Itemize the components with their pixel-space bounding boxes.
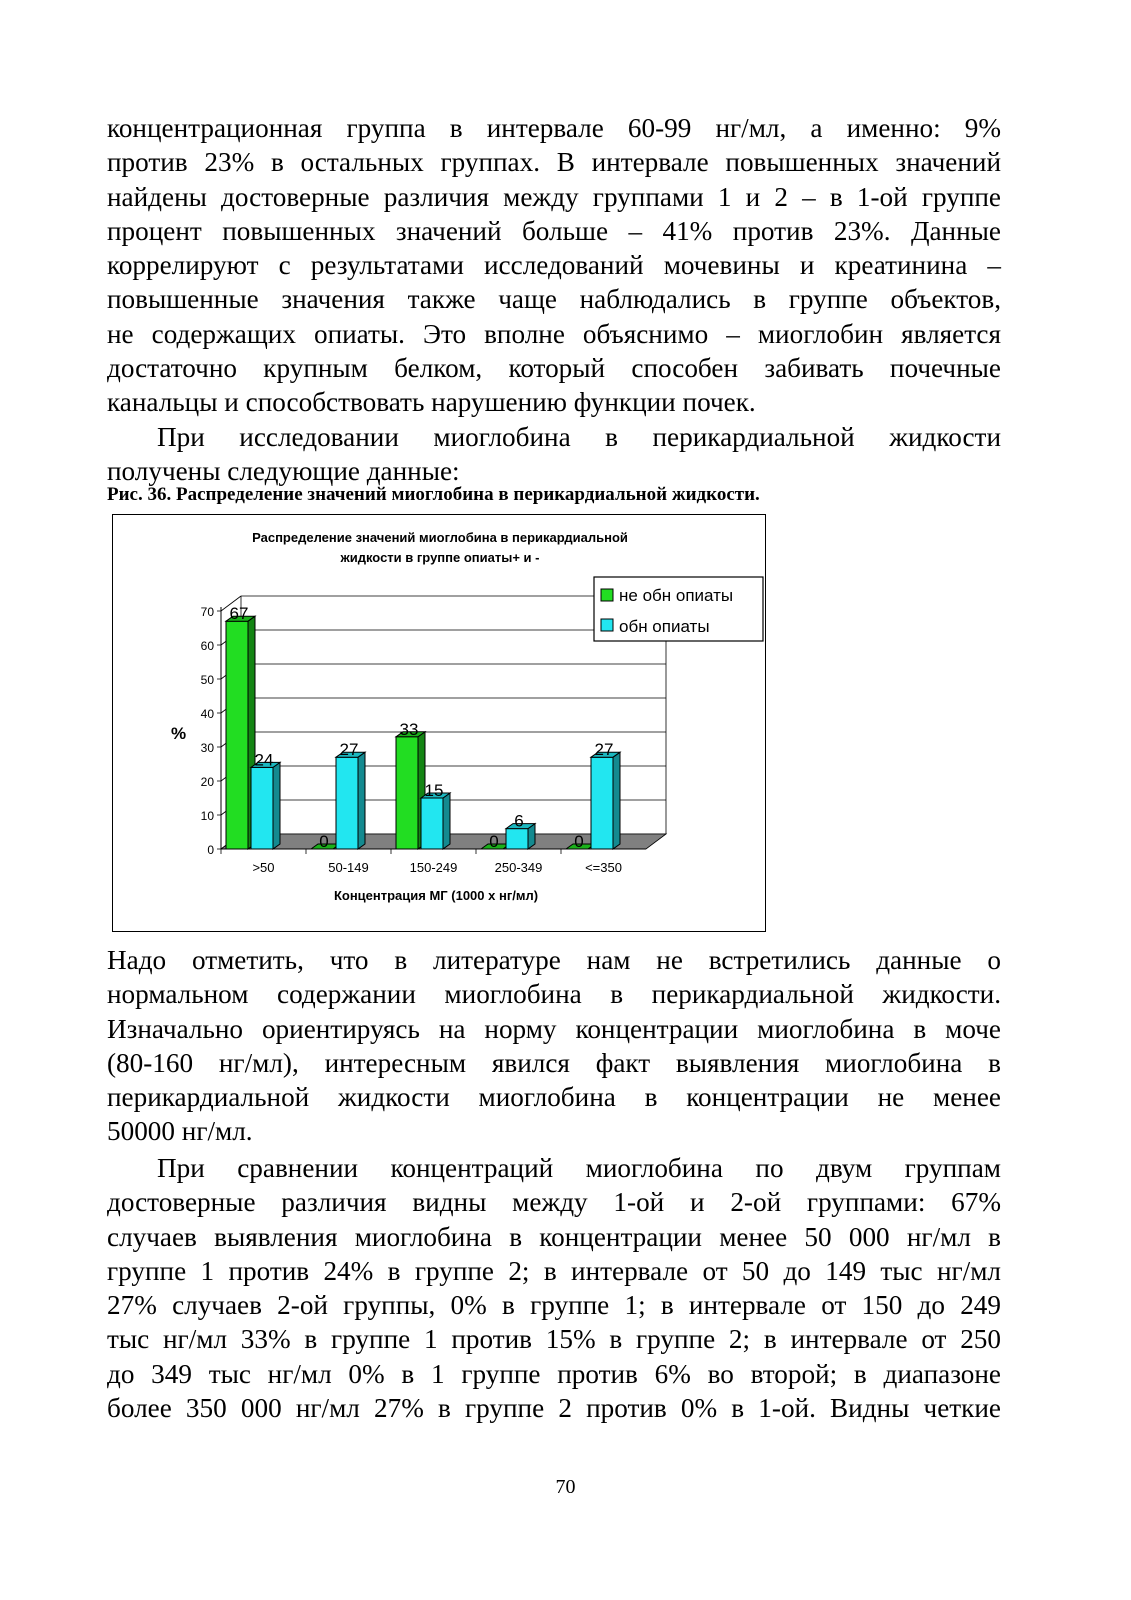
x-tick-label: <=350 <box>585 860 622 875</box>
figure-caption: Рис. 36. Распределение значений миоглобина в перикардиальной жидкости. <box>107 484 760 505</box>
text-line: достоверные различия видны между 1-ой и 2-ой группами: 67% <box>107 1187 1001 1218</box>
text-line: концентрационная группа в интервале 60-99 нг/мл, а именно: 9% <box>107 113 1001 143</box>
legend <box>594 577 763 641</box>
text-line: При сравнении концентраций миоглобина по двум группам <box>157 1153 1001 1183</box>
bar-front <box>396 737 418 849</box>
text-line: тыс нг/мл 33% в группе 1 против 15% в группе 2; в интервале от 250 <box>107 1324 1001 1355</box>
text-line: достаточно крупным белком, который способен забивать почечные <box>107 353 1001 384</box>
chart-title-line-1: Распределение значений миоглобина в перикардиальной <box>252 530 628 545</box>
bar-front <box>506 829 528 849</box>
bar-side <box>358 752 365 849</box>
bar-front <box>251 767 273 849</box>
bar-chart <box>113 515 765 931</box>
data-label: 27 <box>339 740 359 760</box>
text-line: (80-160 нг/мл), интересным явился факт выявления миоглобина в <box>107 1047 1001 1078</box>
chart-frame <box>112 514 766 932</box>
y-tick-label: 20 <box>200 775 214 789</box>
text-line: до 349 тыс нг/мл 0% в 1 группе против 6% во второй; в диапазоне <box>107 1358 1001 1389</box>
paragraph-1 <box>107 111 1001 420</box>
bar-front <box>421 798 443 849</box>
data-label: 0 <box>489 832 499 851</box>
text-line: не содержащих опиаты. Это вполне объяснимо – миоглобин является <box>107 318 1001 349</box>
bar-side <box>273 762 280 849</box>
y-tick-label: 40 <box>200 707 214 721</box>
bar-side <box>613 752 620 849</box>
x-tick-label: >50 <box>252 860 275 875</box>
bar-front <box>226 621 248 849</box>
data-label: 0 <box>574 832 584 851</box>
y-tick-label: 60 <box>200 639 214 653</box>
text-line: получены следующие данные: <box>107 456 460 487</box>
paragraph-4 <box>107 1151 1001 1425</box>
bar-front <box>591 757 613 849</box>
x-tick-label: 150-249 <box>409 860 458 875</box>
text-line: Надо отметить, что в литературе нам не встретились данные о <box>107 945 1001 975</box>
data-label: 15 <box>424 781 444 800</box>
y-tick-label: 50 <box>200 673 214 687</box>
page-number: 70 <box>555 1476 576 1498</box>
data-label: 0 <box>319 832 329 851</box>
text-line: 27% случаев 2-ой группы, 0% в группе 1; в интервале от 150 до 249 <box>107 1290 1001 1321</box>
text-line: канальцы и способствовать нарушению функции почек. <box>107 387 756 418</box>
y-tick-label: 10 <box>200 809 214 823</box>
chart-title-line-2: жидкости в группе опиаты+ и - <box>340 550 540 565</box>
legend-label-series-1: не обн опиаты <box>619 586 734 605</box>
text-line: группе 1 против 24% в группе 2; в интервале от 50 до 149 тыс нг/мл <box>107 1255 1001 1286</box>
x-tick-label: 250-349 <box>494 860 543 875</box>
text-line: коррелируют с результатами исследований мочевины и креатинина – <box>107 250 1001 281</box>
x-axis-label: Концентрация МГ (1000 х нг/мл) <box>333 888 539 903</box>
bar-side <box>443 793 450 849</box>
data-label: 24 <box>254 750 274 770</box>
legend-swatch-series-1 <box>601 589 613 601</box>
text-line: нормальном содержании миоглобина в перикардиальной жидкости. <box>107 979 1001 1010</box>
y-tick-label: 70 <box>200 605 214 619</box>
text-line: против 23% в остальных группах. В интервале повышенных значений <box>107 147 1001 178</box>
data-label: 27 <box>594 740 614 760</box>
text-line: процент повышенных значений больше – 41% против 23%. Данные <box>107 215 1001 246</box>
paragraph-3 <box>107 943 1001 1149</box>
bar-front <box>336 757 358 849</box>
data-label: 33 <box>399 719 419 739</box>
data-label: 67 <box>229 604 249 624</box>
paragraph-2 <box>107 420 1001 489</box>
text-line: При исследовании миоглобина в перикардиальной жидкости <box>157 422 1001 452</box>
y-tick-label: 30 <box>200 741 214 755</box>
text-line: случаев выявления миоглобина в концентрации менее 50 000 нг/мл в <box>107 1221 1001 1252</box>
text-line: более 350 000 нг/мл 27% в группе 2 против 0% в 1-ой. Видны четкие <box>107 1393 1001 1424</box>
y-axis-label: % <box>171 724 187 743</box>
text-line: найдены достоверные различия между группами 1 и 2 – в 1-ой группе <box>107 181 1001 212</box>
text-line: Изначально ориентируясь на норму концентрации миоглобина в моче <box>107 1013 1001 1044</box>
text-line: повышенные значения также чаще наблюдались в группе объектов, <box>107 284 1001 315</box>
legend-label-series-2: обн опиаты <box>619 617 710 636</box>
legend-swatch-series-2 <box>601 619 613 631</box>
text-line: перикардиальной жидкости миоглобина в концентрации не менее <box>107 1082 1001 1113</box>
y-tick-label: 0 <box>207 843 214 857</box>
data-label: 6 <box>514 811 524 831</box>
x-tick-label: 50-149 <box>328 860 369 875</box>
text-line: 50000 нг/мл. <box>107 1116 253 1147</box>
